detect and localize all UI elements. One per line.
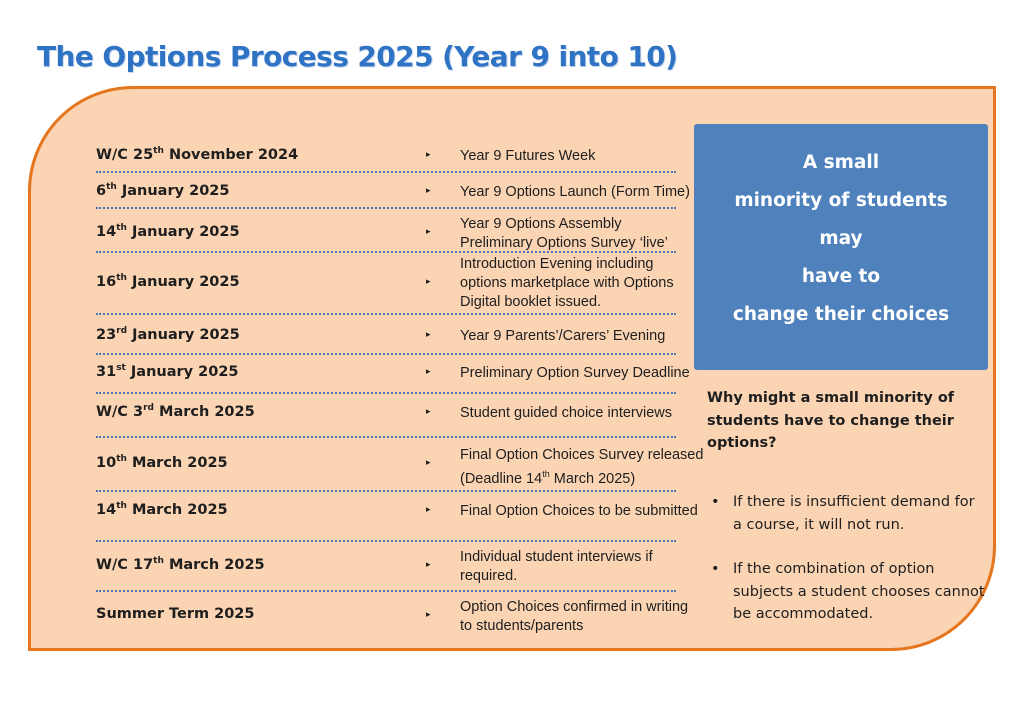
description-line: Option Choices confirmed in writing	[460, 599, 689, 615]
date-text: 16	[96, 273, 117, 290]
date-text: 31	[96, 363, 117, 380]
description-line: Introduction Evening including	[460, 256, 654, 272]
date-text: January 2025	[125, 363, 239, 380]
description-line: options marketplace with Options	[460, 275, 674, 291]
timeline-description	[460, 255, 674, 312]
description-line: Student guided choice interviews	[460, 405, 672, 421]
date-text: W/C 17	[96, 556, 154, 573]
timeline-description	[460, 446, 703, 489]
reason-item	[707, 558, 987, 626]
date-ordinal: th	[116, 454, 127, 464]
timeline-row	[96, 490, 698, 542]
timeline-row	[96, 353, 690, 394]
date-text: Summer Term 2025	[96, 606, 255, 622]
description-line: Preliminary Option Survey Deadline	[460, 365, 690, 381]
arrow-right-icon: ▸	[426, 504, 431, 514]
date-text: January 2025	[126, 273, 240, 290]
timeline-row	[96, 436, 704, 492]
description-line: Digital booklet issued.	[460, 294, 602, 310]
date-text: January 2025	[127, 326, 240, 343]
timeline-description	[460, 183, 690, 202]
timeline-row	[96, 171, 690, 209]
timeline-description	[460, 215, 668, 253]
timeline-date	[96, 326, 240, 343]
timeline-row	[96, 135, 676, 173]
timeline-row	[96, 207, 676, 253]
timeline-description	[460, 502, 698, 521]
timeline-date	[96, 454, 228, 471]
callout-line: change their choices	[732, 304, 950, 325]
date-ordinal: th	[153, 146, 164, 156]
timeline-description	[460, 147, 595, 166]
date-text: March 2025	[153, 403, 255, 420]
description-line: Year 9 Options Launch (Form Time)	[460, 184, 690, 200]
timeline-row	[96, 313, 676, 355]
bullet-icon: •	[711, 494, 720, 510]
arrow-right-icon: ▸	[426, 609, 431, 619]
arrow-right-icon: ▸	[426, 226, 431, 236]
date-text: March 2025	[163, 556, 265, 573]
timeline-row	[96, 251, 676, 315]
timeline-row	[96, 590, 689, 640]
timeline-date	[96, 223, 240, 240]
description-line: Year 9 Parents’/Carers’ Evening	[460, 328, 666, 344]
date-ordinal: st	[116, 363, 126, 373]
date-text: W/C 3	[96, 403, 144, 420]
description-line: Individual student interviews if	[460, 549, 653, 565]
timeline-date	[96, 556, 265, 573]
description-line: Year 9 Options Assembly	[460, 216, 622, 232]
description-line: Final Option Choices Survey released	[460, 447, 704, 463]
reason-item	[707, 491, 987, 536]
date-text: 10	[96, 454, 117, 471]
date-text: November 2024	[163, 146, 299, 163]
arrow-right-icon: ▸	[426, 457, 431, 467]
description-line: to students/parents	[460, 618, 584, 634]
date-ordinal: th	[153, 556, 164, 566]
date-ordinal: th	[116, 273, 127, 283]
date-text: March 2025	[126, 501, 228, 518]
date-text: 14	[96, 223, 117, 240]
arrow-right-icon: ▸	[426, 559, 431, 569]
arrow-right-icon: ▸	[426, 149, 431, 159]
reason-text: If the combination of option subjects a student chooses cannot be accommodated.	[733, 561, 985, 622]
timeline-date	[96, 273, 240, 290]
timeline-date	[96, 146, 298, 163]
callout-line: may	[819, 228, 863, 249]
reason-text: If there is insufficient demand for a course, it will not run.	[733, 494, 975, 533]
callout-line: have to	[801, 266, 881, 287]
bullet-icon: •	[711, 561, 720, 577]
date-ordinal: th	[116, 223, 127, 233]
description-line: Year 9 Futures Week	[460, 148, 596, 164]
callout-line: minority of students	[734, 190, 948, 211]
date-text: March 2025	[126, 454, 228, 471]
callout-line: A small	[802, 152, 880, 173]
date-text: 23	[96, 326, 117, 343]
description-line: Preliminary Options Survey ‘live’	[460, 235, 668, 251]
description-line: Final Option Choices to be submitted	[460, 503, 698, 519]
description-line: (Deadline 14th March 2025)	[460, 469, 636, 487]
timeline-description	[460, 327, 665, 346]
description-line: required.	[460, 568, 518, 584]
timeline-description	[460, 548, 653, 586]
timeline-description	[460, 404, 672, 423]
date-text: January 2025	[126, 223, 240, 240]
options-panel	[28, 86, 996, 651]
timeline-description	[460, 598, 688, 636]
arrow-right-icon: ▸	[426, 329, 431, 339]
callout-box	[694, 124, 988, 370]
date-text: 14	[96, 501, 117, 518]
timeline-date	[96, 363, 239, 380]
why-heading: Why might a small minority of students have to change their options?	[707, 390, 955, 451]
arrow-right-icon: ▸	[426, 276, 431, 286]
arrow-right-icon: ▸	[426, 185, 431, 195]
timeline-date	[96, 606, 254, 622]
timeline-date	[96, 403, 255, 420]
date-text: W/C 25	[96, 146, 154, 163]
timeline-row	[96, 392, 676, 438]
date-ordinal: rd	[143, 403, 154, 413]
timeline-date	[96, 501, 228, 518]
timeline-date	[96, 182, 229, 199]
reasons-list	[707, 491, 987, 648]
page-title: The Options Process 2025 (Year 9 into 10)	[37, 40, 678, 73]
arrow-right-icon: ▸	[426, 406, 431, 416]
date-ordinal: th	[106, 182, 117, 192]
date-ordinal: th	[116, 501, 127, 511]
date-text: January 2025	[116, 182, 230, 199]
arrow-right-icon: ▸	[426, 366, 431, 376]
date-ordinal: rd	[116, 326, 128, 336]
timeline-row	[96, 540, 676, 592]
date-text: 6	[96, 182, 107, 199]
timeline-description	[460, 364, 690, 383]
